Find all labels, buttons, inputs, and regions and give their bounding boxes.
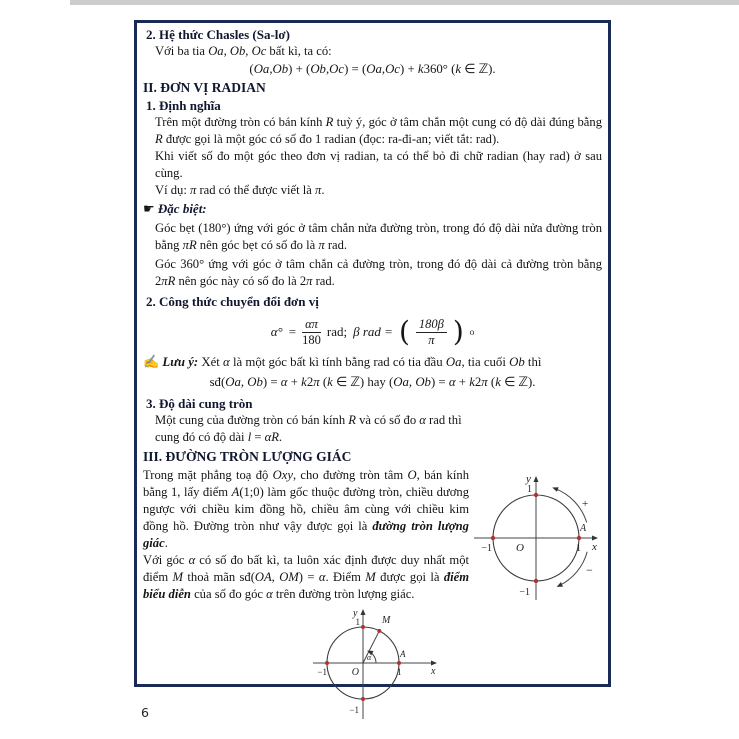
luu-y-text: Xét α là một góc bất kì tính bằng rad có tia đầu Oa, tia cuối Ob thì (198, 355, 542, 369)
x-axis-label: x (592, 541, 597, 553)
do-dai-p1: Một cung của đường tròn có bán kính R và có số đo α rad thì (155, 413, 462, 427)
rad-unit: rad; (326, 324, 348, 339)
negative-direction-arrow (558, 552, 587, 586)
tick-one-top: 1 (355, 617, 360, 627)
luu-y-label: Lưu ý: (162, 355, 199, 369)
alpha-degree: α° (270, 324, 283, 339)
dac-biet-heading (143, 199, 602, 218)
heading-do-dai: 3. Độ dài cung tròn (146, 396, 253, 411)
radian-definition-p2: Khi viết số đo một góc theo đơn vị radian, ta có thể bỏ đi chữ radian (hay rad) ở sau cùng. (155, 149, 602, 180)
heading-radian-section: II. ĐƠN VỊ RADIAN (143, 80, 266, 95)
dtlg-p2: Với góc α có số đo bất kì, ta luôn xác định được duy nhất một điểm M thoả mãn sđ(OA, OM) = α. Điểm M được gọi là điểm biểu diễn của số đo góc α trên đường tròn lượng giác. (143, 553, 469, 601)
tick-one-right: 1 (396, 667, 401, 677)
luu-y-formula: sđ(Oa, Ob) = α + k2π (k ∈ ℤ) hay (Oa, Ob) = α + k2π (k ∈ ℤ). (209, 375, 536, 389)
dac-biet-p1: Góc bẹt (180°) ứng với góc ở tâm chắn nửa đường tròn, trong đó độ dài nửa đường tròn bằng πR nên góc bẹt có số đo là π rad. (155, 221, 602, 252)
tick-minus-one-left: −1 (316, 667, 327, 677)
fraction-180-beta-pi: $\frac{180\beta}{\pi}$ (416, 317, 447, 348)
circle-section (143, 467, 602, 605)
luu-y-note (143, 353, 602, 371)
page-number: 6 (141, 705, 149, 720)
radian-example: Ví dụ: π rad có thể được viết là π. (155, 183, 325, 197)
chasles-intro: Với ba tia Oa, Ob, Oc bất kì, ta có: (155, 44, 332, 58)
writing-hand-icon: ✍ (143, 354, 160, 369)
fraction-alpha-pi-180: $\frac{\alpha\pi}{180}$ (302, 316, 321, 347)
heading-dinh-nghia: 1. Định nghĩa (146, 98, 221, 113)
tick-one-top: 1 (527, 484, 532, 495)
heading-cong-thuc: 2. Công thức chuyển đổi đơn vị (146, 294, 319, 309)
y-axis-label: y (352, 608, 357, 619)
dac-biet-label: Đặc biệt: (157, 201, 207, 216)
equals-sign: = (288, 324, 297, 339)
tick-one-right: 1 (576, 543, 581, 554)
radian-definition-p1: Trên một đường tròn có bán kính R tuỳ ý, góc ở tâm chắn một cung có độ dài đúng bằng R được gọi là một góc có số đo 1 radian (đọc: ra-đi-an; viết tắt: rad). (155, 115, 602, 146)
heading-chasles: 2. Hệ thức Chasles (Sa-lơ) (146, 27, 290, 42)
heading-duong-tron-luong-giac: III. ĐƯỜNG TRÒN LƯỢNG GIÁC (143, 449, 352, 464)
scan-edge-strip (70, 0, 739, 5)
angle-circle-diagram (305, 605, 441, 723)
alpha-label: α (366, 653, 371, 662)
circle-section-text (143, 467, 469, 603)
chasles-formula: (Oa,Ob) + (Ob,Oc) = (Oa,Oc) + k360° (k ∈ ℤ). (249, 62, 496, 76)
beta-rad: β rad = (353, 324, 393, 339)
plus-sign: + (582, 498, 589, 510)
tick-minus-one-left: −1 (481, 543, 492, 554)
dac-biet-p2: Góc 360° ứng với góc ở tâm chắn cả đường tròn, trong đó độ dài cả đường tròn bằng 2πR nên góc này có số đo là 2π rad. (155, 257, 602, 288)
minus-sign: − (586, 563, 593, 577)
close-paren: ) (452, 315, 464, 348)
open-paren: ( (398, 315, 410, 348)
do-dai-p2: cung đó có độ dài l = αR. (155, 430, 283, 444)
conversion-formula: α° = $\frac{\alpha\pi}{180}$ rad; β rad = ( $\frac{180\beta}{\pi}$ ) o (270, 315, 475, 348)
angle-circle-wrap (143, 605, 602, 728)
dtlg-p1: Trong mặt phẳng toạ độ Oxy, cho đường tròn tâm O, bán kính bằng 1, lấy điểm A(1;0) làm gốc thuộc đường tròn, chiều dương ngược với chiều kim đồng hồ, chiều âm cùng với chiều kim đồng hồ. Đường tròn như vậy được gọi là đường tròn lượng giác. (143, 468, 470, 550)
unit-circle-diagram (464, 468, 604, 606)
tick-minus-one-bottom: −1 (519, 587, 530, 598)
point-a-label: A (399, 649, 405, 659)
content-border-box (134, 20, 611, 715)
tick-minus-one-bottom: −1 (348, 705, 359, 715)
origin-label: O (516, 542, 524, 554)
origin-label: O (351, 667, 359, 678)
pointing-hand-icon: ☛ (143, 201, 155, 216)
point-m-label: M (381, 615, 390, 626)
x-axis-label: x (430, 666, 435, 677)
y-axis-label: y (526, 473, 531, 485)
point-a-label: A (580, 523, 587, 534)
